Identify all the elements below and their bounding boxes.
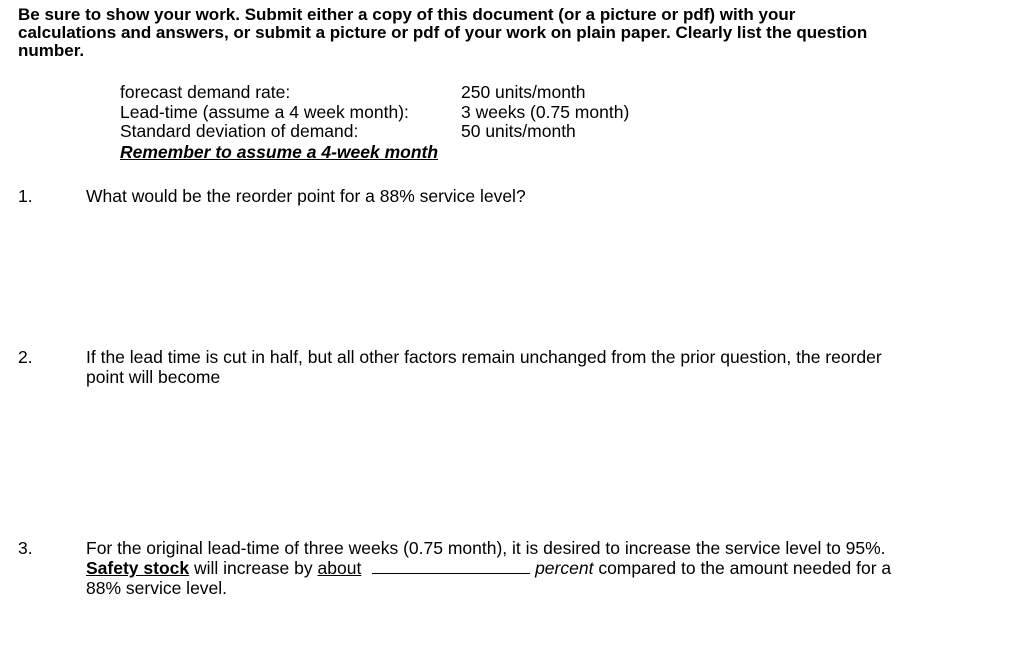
given-row-demand-rate <box>120 83 629 103</box>
question-number: 3. <box>18 538 33 558</box>
question-3-part2: will increase by <box>193 558 313 578</box>
question-text: What would be the reorder point for a 88% service level? <box>86 186 526 206</box>
given-row-lead-time <box>120 103 629 123</box>
question-number: 2. <box>18 347 33 367</box>
given-label: Standard deviation of demand: <box>120 121 359 141</box>
question-number: 1. <box>18 186 33 206</box>
given-value: 50 units/month <box>461 121 576 141</box>
question-text: If the lead time is cut in half, but all other factors remain unchanged from the prior question, the reorder point will become <box>86 347 882 387</box>
answer-blank[interactable] <box>372 559 530 574</box>
instructions-text: Be sure to show your work. Submit either a copy of this document (or a picture or pdf) with your calculations and answers, or submit a picture or pdf of your work on plain paper. Clearly list the question number. <box>18 5 868 60</box>
given-label: Lead-time (assume a 4 week month): <box>120 101 409 122</box>
given-value: 250 units/month <box>461 82 586 102</box>
given-value: 3 weeks (0.75 month) <box>461 101 630 122</box>
reminder-note: Remember to assume a 4-week month <box>120 141 439 162</box>
question-text <box>86 538 916 598</box>
percent-word: percent <box>535 558 594 578</box>
safety-stock-term: Safety stock <box>86 558 190 578</box>
given-row-std-dev <box>120 122 629 142</box>
given-label: forecast demand rate: <box>120 82 291 102</box>
question-3-part1: For the original lead-time of three weeks (0.75 month), it is desired to increase the service level to 95%. <box>86 538 886 558</box>
about-word: about <box>317 558 362 578</box>
givens-block <box>120 83 629 162</box>
question-3-part3: compared to the amount needed for a 88% service level. <box>86 558 892 598</box>
